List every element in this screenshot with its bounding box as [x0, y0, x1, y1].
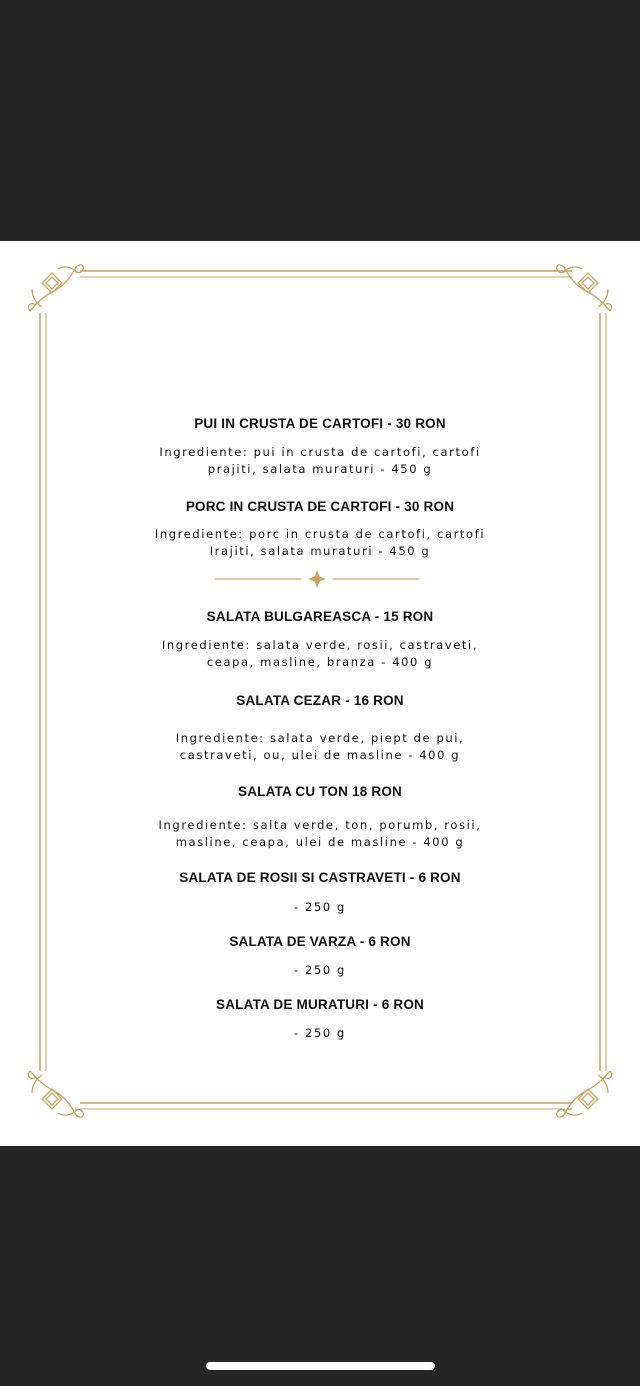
item-desc-line: castraveti, ou, ulei de masline - 400 g [179, 748, 461, 762]
menu-item [0, 416, 640, 431]
item-title: PUI IN CRUSTA DE CARTOFI - 30 RON [194, 416, 446, 431]
ornament-corner-icon [557, 265, 612, 311]
item-desc-line: - 250 g [294, 900, 346, 914]
item-desc-line: Ingrediente: salata verde, piept de pui, [175, 731, 465, 745]
menu-item [0, 609, 640, 624]
ornament-corner-icon [557, 1071, 612, 1117]
menu-item [0, 499, 640, 514]
item-desc-line: - 250 g [294, 1026, 346, 1040]
ornament-corner-icon [28, 265, 83, 311]
item-description [0, 1025, 640, 1042]
menu-item [0, 870, 640, 885]
menu-item [0, 693, 640, 708]
item-desc-line: masline, ceapa, ulei de masline - 400 g [175, 835, 465, 849]
item-title: SALATA DE ROSII SI CASTRAVETI - 6 RON [179, 870, 461, 885]
item-description [0, 817, 640, 851]
menu-item [0, 934, 640, 949]
item-desc-line: Ingrediente: porc in crusta de cartofi, cartofi [154, 527, 486, 541]
item-title: PORC IN CRUSTA DE CARTOFI - 30 RON [185, 499, 455, 514]
item-title: SALATA DE MURATURI - 6 RON [216, 997, 424, 1012]
item-desc-line: prajiti, salata muraturi - 450 g [207, 462, 433, 476]
item-description [0, 962, 640, 979]
item-title: SALATA DE VARZA - 6 RON [229, 934, 411, 949]
menu-card [0, 241, 640, 1146]
item-description [0, 444, 640, 478]
item-desc-line: ceapa, masline, branza - 400 g [206, 655, 434, 669]
item-title: SALATA CU TON 18 RON [237, 784, 402, 799]
item-title: SALATA CEZAR - 16 RON [236, 693, 404, 708]
item-description [0, 730, 640, 764]
item-desc-line: Ingrediente: pui in crusta de cartofi, cartofi [159, 445, 481, 459]
item-desc-line: Ingrediente: salata verde, rosii, castraveti, [161, 638, 479, 652]
star-divider-icon [215, 569, 419, 589]
item-description [0, 526, 640, 560]
item-title: SALATA BULGAREASCA - 15 RON [206, 609, 434, 624]
item-desc-line: - 250 g [294, 963, 346, 977]
ornament-corner-icon [28, 1071, 83, 1117]
item-desc-line: Ingrediente: salta verde, ton, porumb, rosii, [158, 818, 482, 832]
menu-item [0, 997, 640, 1012]
home-indicator[interactable] [206, 1362, 435, 1370]
menu-item [0, 784, 640, 799]
item-description [0, 637, 640, 671]
item-desc-line: Irajiti, salata muraturi - 450 g [209, 544, 431, 558]
item-description [0, 899, 640, 916]
